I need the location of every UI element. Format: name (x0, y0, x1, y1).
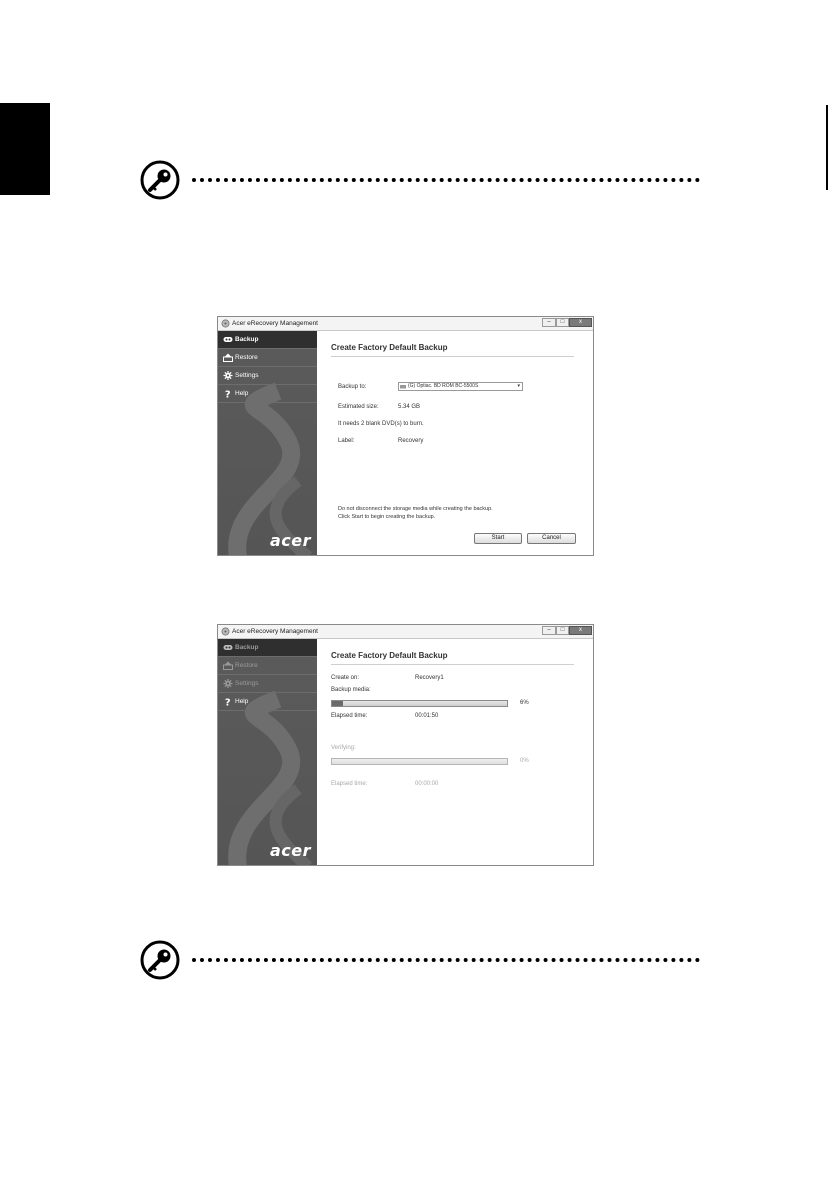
acer-logo: acer (269, 531, 311, 550)
key-note-icon (140, 940, 180, 980)
minimize-button[interactable]: – (542, 318, 556, 327)
estimated-size-value: 5.34 GB (398, 404, 421, 410)
svg-text:?: ? (224, 389, 231, 398)
maximize-button[interactable]: □ (556, 318, 569, 327)
recovery-window-setup (217, 316, 594, 556)
verify-elapsed-label: Elapsed time: (331, 781, 368, 787)
sidebar-item-label: Backup (235, 336, 259, 343)
backup-media-label: Backup media: (331, 687, 371, 693)
sidebar-item-label: Restore (235, 662, 258, 669)
gear-icon (223, 679, 233, 688)
recovery-window-progress (217, 624, 594, 866)
create-on-value: Recovery1 (415, 675, 444, 681)
sidebar (218, 331, 317, 555)
heading-rule (331, 664, 574, 665)
label-label: Label: (338, 438, 355, 444)
elapsed-time-value: 00:01:50 (415, 713, 439, 719)
restore-icon (223, 661, 233, 670)
sidebar-item-settings (218, 675, 317, 693)
title-bar (218, 317, 593, 331)
content-pane (318, 331, 593, 555)
note-divider-bottom (140, 940, 700, 980)
disc-drive-icon (400, 384, 406, 389)
chapter-side-tab (0, 103, 50, 195)
chevron-down-icon: ▾ (517, 383, 520, 389)
warning-text: Do not disconnect the storage media while creating the backup. (338, 506, 493, 512)
sidebar-item-label: Restore (235, 354, 258, 361)
start-button[interactable]: Start (474, 533, 522, 544)
backup-progress-bar (331, 700, 508, 707)
dotted-rule (192, 178, 700, 182)
dvd-needed-text: It needs 2 blank DVD(s) to burn. (338, 421, 424, 427)
verify-elapsed-value: 00:00:00 (415, 781, 439, 787)
margin-rule (826, 105, 828, 190)
sidebar-item-help[interactable] (218, 693, 317, 711)
sidebar-item-restore[interactable] (218, 349, 317, 367)
backup-to-label: Backup to: (338, 384, 367, 390)
page-title: Create Factory Default Backup (331, 343, 448, 352)
maximize-button[interactable]: □ (556, 626, 569, 635)
estimated-size-label: Estimated size: (338, 404, 379, 410)
sidebar-item-label: Help (235, 698, 249, 705)
svg-text:?: ? (224, 697, 231, 706)
close-button[interactable]: x (569, 318, 592, 327)
backup-icon (223, 335, 233, 344)
label-value: Recovery (398, 438, 424, 444)
app-icon (221, 319, 230, 328)
restore-icon (223, 353, 233, 362)
instruction-text: Click Start to begin creating the backup. (338, 514, 436, 520)
sidebar-item-label: Help (235, 390, 249, 397)
sidebar (218, 639, 317, 865)
verifying-label: Verifying: (331, 745, 356, 751)
backup-progress-fill (332, 701, 343, 706)
help-icon (223, 389, 233, 398)
elapsed-time-label: Elapsed time: (331, 713, 368, 719)
window-title: Acer eRecovery Management (232, 320, 318, 327)
sidebar-item-help[interactable] (218, 385, 317, 403)
verify-progress-bar (331, 758, 508, 765)
note-divider-top (140, 160, 700, 200)
verify-percent: 0% (520, 758, 529, 764)
heading-rule (331, 356, 574, 357)
app-icon (221, 627, 230, 636)
content-pane (318, 639, 593, 865)
backup-to-dropdown[interactable] (398, 382, 523, 391)
help-icon (223, 697, 233, 706)
backup-to-value: (G) Optiac. BD ROM BC-5500S (408, 383, 479, 389)
sidebar-item-label: Settings (235, 372, 259, 379)
page-title: Create Factory Default Backup (331, 651, 448, 660)
key-note-icon (140, 160, 180, 200)
sidebar-item-backup[interactable] (218, 331, 317, 349)
acer-logo: acer (269, 841, 311, 860)
minimize-button[interactable]: – (542, 626, 556, 635)
title-bar (218, 625, 593, 639)
dotted-rule (192, 958, 700, 962)
create-on-label: Create on: (331, 675, 360, 681)
sidebar-item-backup (218, 639, 317, 657)
close-button[interactable]: x (569, 626, 592, 635)
gear-icon (223, 371, 233, 380)
cancel-button[interactable]: Cancel (527, 533, 576, 544)
sidebar-item-label: Backup (235, 644, 259, 651)
sidebar-item-settings[interactable] (218, 367, 317, 385)
window-title: Acer eRecovery Management (232, 628, 318, 635)
sidebar-item-label: Settings (235, 680, 259, 687)
sidebar-item-restore (218, 657, 317, 675)
backup-percent: 6% (520, 700, 529, 706)
backup-icon (223, 643, 233, 652)
